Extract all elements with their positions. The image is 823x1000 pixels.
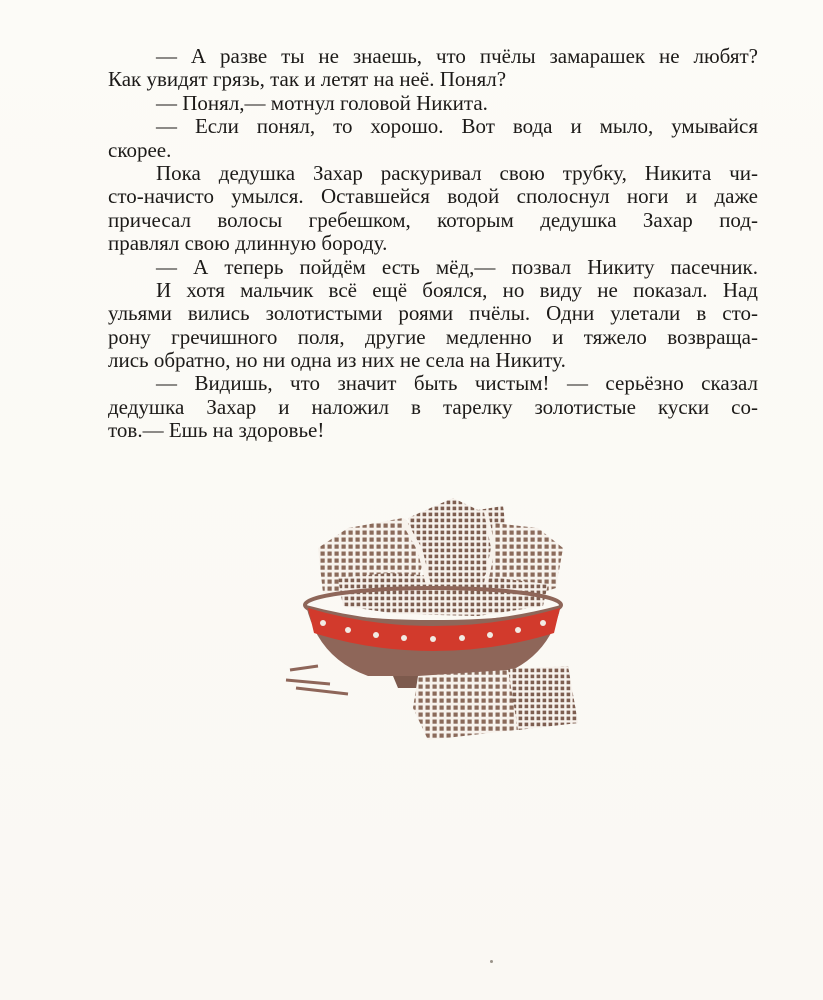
text-line: тов.— Ешь на здоровье! [108,418,325,443]
text-line: — Понял,— мотнул головой Никита. [156,90,488,115]
text-line: — Видишь, что значит быть чистым! — серьёзно сказал [156,371,758,396]
text-line: причесал волосы гребешком, которым дедушка Захар под- [108,207,758,232]
text-line: рону гречишного поля, другие медленно и тяжело возвраща- [108,324,758,349]
story-text [108,45,758,443]
text-line: — А теперь пойдём есть мёд,— позвал Никиту пасечник. [156,254,758,279]
text-line: — Если понял, то хорошо. Вот вода и мыло, умывайся [156,114,758,139]
page-speck [490,960,493,963]
text-line: скорее. [108,137,172,162]
text-line: — А разве ты не знаешь, что пчёлы замарашек не любят? [156,44,758,68]
text-line: лись обратно, но ни одна из них не села на Никиту. [108,348,566,373]
text-line: правлял свою длинную бороду. [108,231,388,256]
honeycomb-slab-side [508,666,578,730]
text-line: сто-начисто умылся. Оставшейся водой сполоснул ноги и даже [108,184,758,209]
honeycomb-pieces [318,498,563,616]
text-line: И хотя мальчик всё ещё боялся, но виду не показал. Над [156,277,758,302]
text-line: ульями вились золотистыми роями пчёлы. Одни улетали в сто- [108,301,758,326]
text-line: Пока дедушка Захар раскуривал свою трубку, Никита чи- [156,160,758,185]
text-line: дедушка Захар и наложил в тарелку золотистые куски со- [108,394,758,419]
text-line: Как увидят грязь, так и летят на неё. Понял? [108,67,507,92]
honeycomb-bowl-illustration [278,488,588,750]
bowl-shadow [286,666,348,694]
